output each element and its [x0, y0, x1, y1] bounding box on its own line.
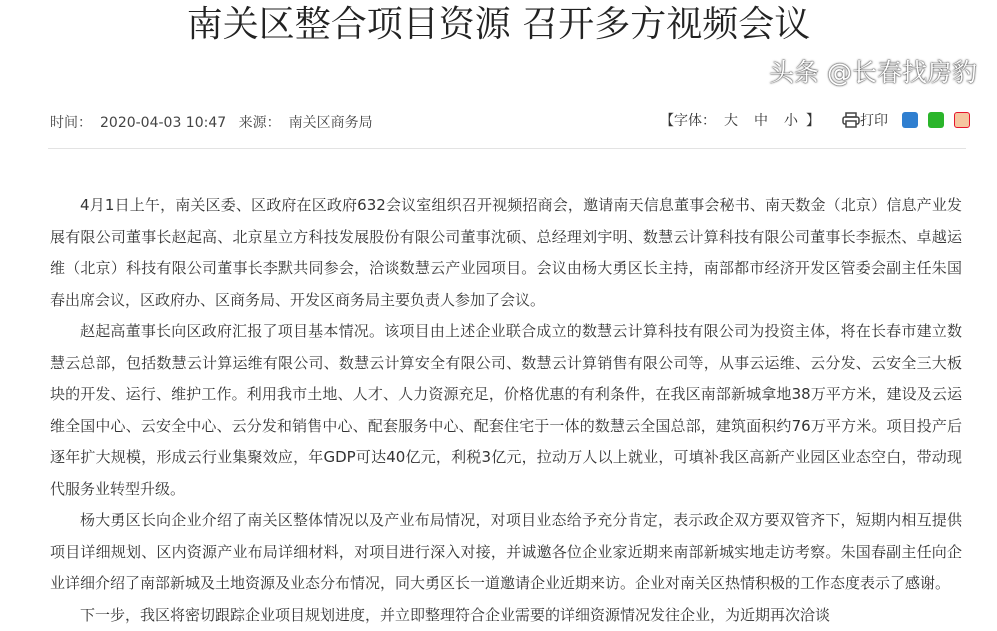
article-tools [660, 110, 980, 130]
divider [48, 148, 966, 149]
font-large-button[interactable]: 大 [724, 110, 738, 130]
printer-icon [842, 112, 860, 128]
font-small-button[interactable]: 小 [784, 110, 798, 130]
time-label: 时间： [50, 115, 92, 131]
paragraph: 下一步，我区将密切跟踪企业项目规划进度，并立即整理符合企业需要的详细资源情况发往企业，为近期再次洽谈 [50, 600, 962, 631]
article-body [50, 190, 962, 631]
source-label: 来源： [239, 115, 281, 131]
weibo-share-icon[interactable] [954, 112, 970, 128]
print-button[interactable] [842, 110, 888, 130]
article-meta [50, 112, 381, 132]
paragraph: 4月1日上午，南关区委、区政府在区政府632会议室组织召开视频招商会，邀请南天信息董事会秘书、南天数金（北京）信息产业发展有限公司董事长赵起高、北京星立方科技发展股份有限公司董事沈硕、总经理刘宇明、数慧云计算科技有限公司董事长李振杰、卓越运维（北京）科技有限公司董事长李默共同参会，洽谈数慧云产业园项目。会议由杨大勇区长主持，南部都市经济开发区管委会副主任朱国春出席会议，区政府办、区商务局、开发区商务局主要负责人参加了会议。 [50, 190, 962, 316]
article-title: 南关区整合项目资源 召开多方视频会议 [0, 0, 997, 50]
publish-time: 2020-04-03 10:47 [100, 115, 226, 131]
font-size-label: 【字体： [660, 110, 716, 130]
print-label: 打印 [860, 110, 888, 130]
paragraph: 赵起高董事长向区政府汇报了项目基本情况。该项目由上述企业联合成立的数慧云计算科技有限公司为投资主体，将在长春市建立数慧云总部，包括数慧云计算运维有限公司、数慧云计算安全有限公司、数慧云计算销售有限公司等，从事云运维、云分发、云安全三大板块的开发、运行、维护工作。利用我市土地、人才、人力资源充足，价格优惠的有利条件，在我区南部新城拿地38万平方米，建设及云运维全国中心、云安全中心、云分发和销售中心、配套服务中心、配套住宅于一体的数慧云全国总部，建筑面积约76万平方米。项目投产后逐年扩大规模，形成云行业集聚效应，年GDP可达40亿元，利税3亿元，拉动万人以上就业，可填补我区高新产业园区业态空白，带动现代服务业转型升级。 [50, 316, 962, 505]
paragraph: 杨大勇区长向企业介绍了南关区整体情况以及产业布局情况，对项目业态给予充分肯定，表示政企双方要双管齐下，短期内相互提供项目详细规划、区内资源产业布局详细材料，对项目进行深入对接，并诚邀各位企业家近期来南部新城实地走访考察。朱国春副主任向企业详细介绍了南部新城及土地资源及业态分布情况，同大勇区长一道邀请企业近期来访。企业对南关区热情积极的工作态度表示了感谢。 [50, 505, 962, 600]
source: 南关区商务局 [289, 115, 373, 131]
font-medium-button[interactable]: 中 [754, 110, 768, 130]
font-size-close: 】 [806, 110, 820, 130]
watermark: 头条 @长春找房豹 [769, 58, 977, 88]
qq-share-icon[interactable] [902, 112, 918, 128]
wechat-share-icon[interactable] [928, 112, 944, 128]
